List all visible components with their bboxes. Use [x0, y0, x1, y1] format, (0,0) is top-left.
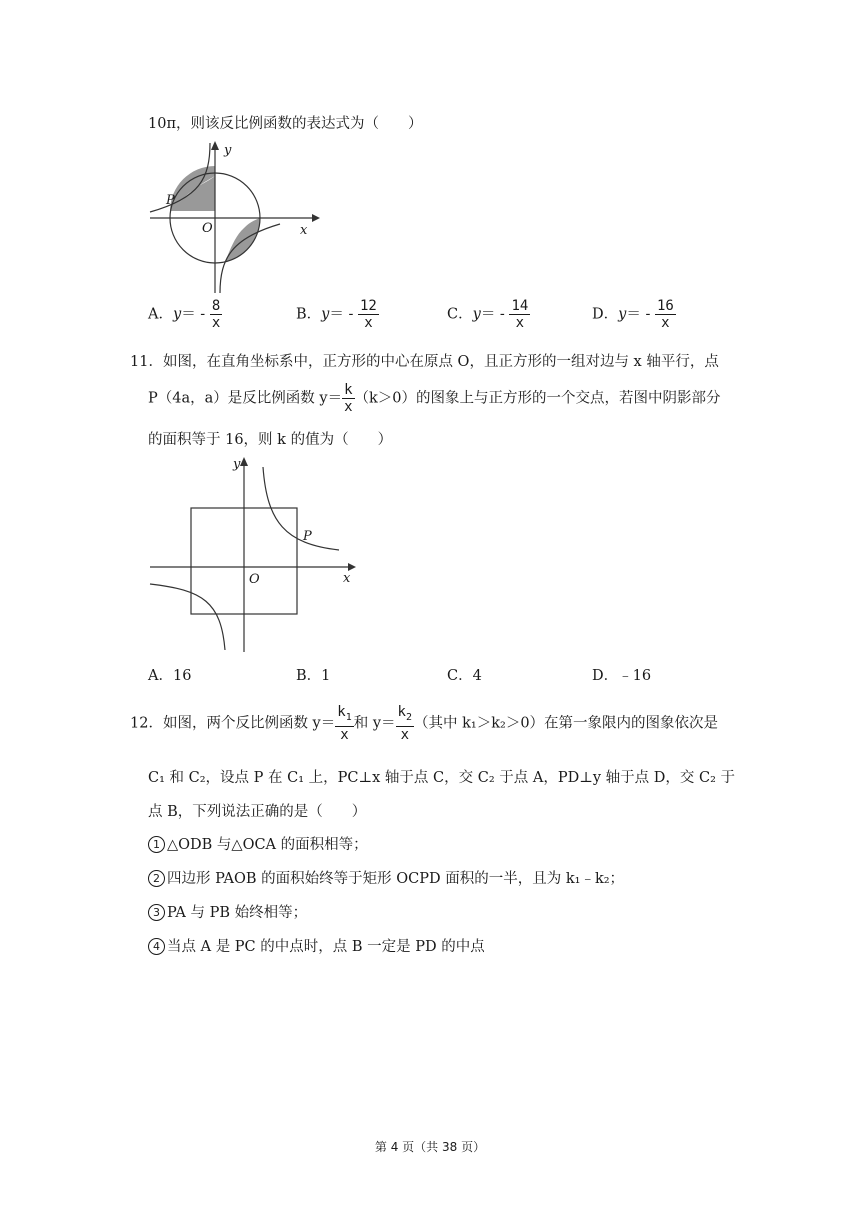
q10-y-label: y: [224, 143, 232, 158]
q12-line-2: C₁ 和 C₂，设点 P 在 C₁ 上，PC⊥x 轴于点 C，交 C₂ 于点 A，PD⊥y 轴于点 D，交 C₂ 于: [148, 770, 735, 786]
q11-option-c: C．4: [447, 668, 482, 684]
q10-option-a: A．y＝ - $\frac{8}{x}$: [148, 298, 221, 331]
q11-line-2: P（4a，a）是反比例函数 y＝ $\frac{k}{x}$ （k＞0）的图象上与正方形的一个交点，若图中阴影部分: [148, 382, 721, 415]
q12-line-3: 点 B，下列说法正确的是（ ）: [148, 804, 367, 820]
q12-item-2: 2 四边形 PAOB 的面积始终等于矩形 OCPD 面积的一半，且为 k₁﹣k₂；: [148, 867, 624, 888]
q10-x-label: x: [300, 223, 308, 238]
q11-line-1: 11．如图，在直角坐标系中，正方形的中心在原点 O，且正方形的一组对边与 x 轴平行，点: [130, 354, 719, 370]
q11-origin-label: O: [249, 572, 260, 587]
q12-item-4: 4 当点 A 是 PC 的中点时，点 B 一定是 PD 的中点: [148, 935, 485, 956]
q10-origin-label: O: [202, 221, 213, 236]
q10-figure: [140, 138, 320, 298]
q11-x-label: x: [343, 571, 351, 586]
page-footer: 第 4 页（共 38 页）: [374, 1140, 486, 1154]
q11-option-d: D．﹣16: [592, 668, 652, 684]
q12-line-1: 12．如图，两个反比例函数 y＝ $\frac{k_1}{x}$ 和 y＝ $\frac{k_2}{x}$ （其中 k₁＞k₂＞0）在第一象限内的图象依次是: [130, 704, 719, 743]
q10-option-c: C．y＝ - $\frac{14}{x}$: [447, 298, 529, 331]
q11-line-3: 的面积等于 16，则 k 的值为（ ）: [148, 432, 393, 448]
q11-option-a: A．16: [148, 668, 192, 684]
q10-text-tail: 10π，则该反比例函数的表达式为（ ）: [148, 116, 423, 132]
q11-figure: [145, 452, 360, 654]
q11-y-label: y: [233, 457, 241, 472]
q10-p-label: P: [166, 193, 175, 208]
q10-option-d: D．y＝ - $\frac{16}{x}$: [592, 298, 674, 331]
q12-item-1: 1 △ODB 与△OCA 的面积相等；: [148, 833, 368, 854]
q10-option-b: B．y＝ - $\frac{12}{x}$: [296, 298, 377, 331]
q12-item-3: 3 PA 与 PB 始终相等；: [148, 901, 307, 922]
q11-option-b: B．1: [296, 668, 331, 684]
q11-p-label: P: [303, 529, 312, 544]
